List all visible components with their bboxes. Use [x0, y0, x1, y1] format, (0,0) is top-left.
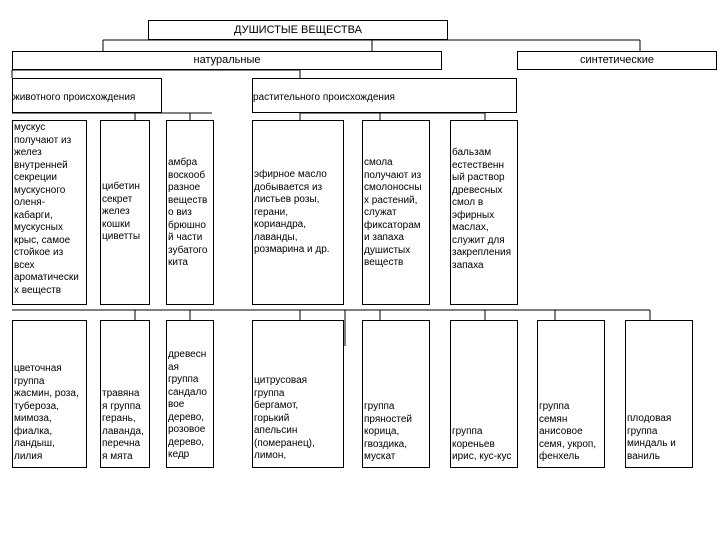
group-line: ваниль [627, 450, 660, 462]
item-line: цибетин [102, 181, 140, 192]
group-line: мимоза, [14, 413, 52, 424]
item-box-essential-oil [252, 120, 344, 305]
item-box-musk [12, 120, 87, 305]
item-line: внутренней [14, 159, 68, 171]
item-line: запаха [452, 259, 484, 271]
group-line: вое [168, 399, 185, 410]
group-line: лаванда, [102, 425, 144, 437]
group-line: травяна [102, 388, 140, 399]
group-line: герань, [102, 413, 136, 424]
group-line: лимон, [254, 450, 287, 461]
group-line: группа [627, 425, 658, 437]
item-line: кориандра, [254, 219, 307, 230]
item-line: х веществ [14, 284, 62, 296]
item-line: герани, [254, 206, 288, 218]
item-line: стойкое из [14, 247, 64, 258]
group-line: жасмин, роза, [14, 388, 79, 399]
item-line: зубатого [168, 244, 208, 256]
synthetic-box [517, 51, 717, 70]
item-line: естественн [452, 159, 504, 171]
diagram-title: ДУШИСТЫЕ ВЕЩЕСТВА [234, 24, 362, 36]
group-line: цветочная [14, 363, 62, 374]
animal-origin-label: животного происхождения [13, 92, 136, 103]
item-line: эфирных [452, 209, 495, 221]
group-box-herbal [100, 320, 150, 468]
item-line: й части [168, 232, 203, 243]
group-line: бергамот, [254, 400, 299, 411]
item-line: мускусных [14, 222, 63, 233]
group-box-spicy [362, 320, 430, 468]
group-line: группа [539, 401, 570, 412]
item-line: ый раствор [452, 172, 505, 183]
group-box-floral [12, 320, 87, 468]
item-line: получают из [14, 134, 72, 146]
item-line: лаванды, [254, 231, 298, 243]
item-line: мускус [14, 122, 46, 133]
item-line: служат [364, 207, 397, 218]
item-line: смолоносны [364, 182, 422, 193]
group-box-fruit [625, 320, 693, 468]
group-line: фиалка, [14, 425, 53, 437]
group-line: ирис, кус-кус [452, 451, 512, 462]
item-line: кита [168, 257, 188, 268]
title-box [148, 20, 448, 40]
group-line: кедр [168, 449, 190, 460]
group-line: семян [539, 413, 568, 425]
group-line: миндаль и [627, 438, 676, 449]
animal-origin-box [12, 78, 162, 113]
item-line: кошки [102, 218, 131, 230]
group-line: апельсин [254, 425, 298, 436]
item-line: кабарги, [14, 209, 53, 221]
item-box-resin [362, 120, 430, 305]
group-line: я мята [102, 450, 133, 462]
item-line: мускусного [14, 184, 66, 196]
group-line: сандало [168, 386, 207, 398]
item-box-civet [100, 120, 150, 305]
item-line: эфирное масло [254, 169, 327, 180]
item-line: закрепления [452, 247, 511, 258]
group-line: (померанец), [254, 437, 315, 449]
item-line: желез [14, 147, 42, 158]
group-line: дерево, [168, 436, 205, 448]
item-line: древесных [452, 184, 503, 196]
group-line: я группа [102, 400, 141, 412]
item-box-balsam [450, 120, 518, 305]
group-line: группа [14, 375, 45, 387]
item-line: ароматически [14, 272, 79, 283]
item-line: маслах, [452, 222, 489, 233]
item-line: розмарина и др. [254, 244, 330, 255]
group-line: горький [254, 412, 290, 424]
item-line: душистых [364, 244, 411, 256]
item-line: х растений, [364, 194, 418, 206]
item-line: всех [14, 259, 35, 271]
group-line: фенхель [539, 451, 580, 462]
natural-box [12, 51, 442, 70]
item-line: секреции [14, 172, 57, 183]
item-line: фиксаторам [364, 219, 421, 231]
item-line: веществ [364, 257, 404, 268]
group-box-citrus [252, 320, 344, 468]
item-line: циветты [102, 231, 141, 242]
item-line: бальзам [452, 147, 492, 158]
item-line: разное [168, 182, 201, 193]
item-line: о виз [168, 207, 192, 218]
group-line: ландыш, [14, 438, 55, 449]
group-line: дерево, [168, 411, 205, 423]
group-line: кореньев [452, 438, 495, 450]
group-box-seeds [537, 320, 605, 468]
group-line: лилия [14, 450, 43, 462]
group-line: корица, [364, 426, 400, 437]
group-line: мускат [364, 451, 396, 462]
group-line: ая [168, 361, 179, 373]
synthetic-label: синтетические [580, 54, 654, 66]
item-line: получают из [364, 169, 422, 181]
item-line: брюшно [168, 219, 206, 231]
group-line: группа [168, 374, 199, 385]
item-line: смола [364, 157, 393, 168]
item-line: веществ [168, 194, 208, 206]
group-line: пряностей [364, 413, 412, 425]
item-line: секрет [102, 193, 133, 205]
group-line: семя, укроп, [539, 438, 597, 450]
item-line: и запаха [364, 232, 404, 243]
item-line: добывается из [254, 181, 323, 193]
group-line: гвоздика, [364, 438, 408, 450]
group-line: группа [364, 401, 395, 412]
item-line: оленя- [14, 197, 46, 208]
item-line: воскооб [168, 169, 206, 181]
group-line: анисовое [539, 426, 583, 437]
group-line: группа [254, 387, 285, 399]
item-line: служит для [452, 234, 505, 246]
item-line: смол в [452, 197, 484, 208]
item-line: амбра [168, 157, 198, 168]
group-line: тубероза, [14, 400, 59, 412]
group-line: цитрусовая [254, 375, 308, 386]
group-line: перечна [102, 438, 141, 449]
natural-label: натуральные [193, 54, 261, 66]
item-line: крыс, самое [14, 234, 71, 246]
group-line: розовое [168, 424, 206, 435]
group-line: древесн [168, 349, 207, 360]
group-box-roots [450, 320, 518, 468]
group-line: группа [452, 426, 483, 437]
item-line: листьев розы, [254, 194, 320, 205]
plant-origin-label: растительного происхождения [253, 92, 395, 103]
group-box-woody [166, 320, 214, 468]
group-line: плодовая [627, 413, 672, 424]
item-line: желез [102, 206, 130, 217]
item-box-ambergris [166, 120, 214, 305]
plant-origin-box [252, 78, 517, 113]
